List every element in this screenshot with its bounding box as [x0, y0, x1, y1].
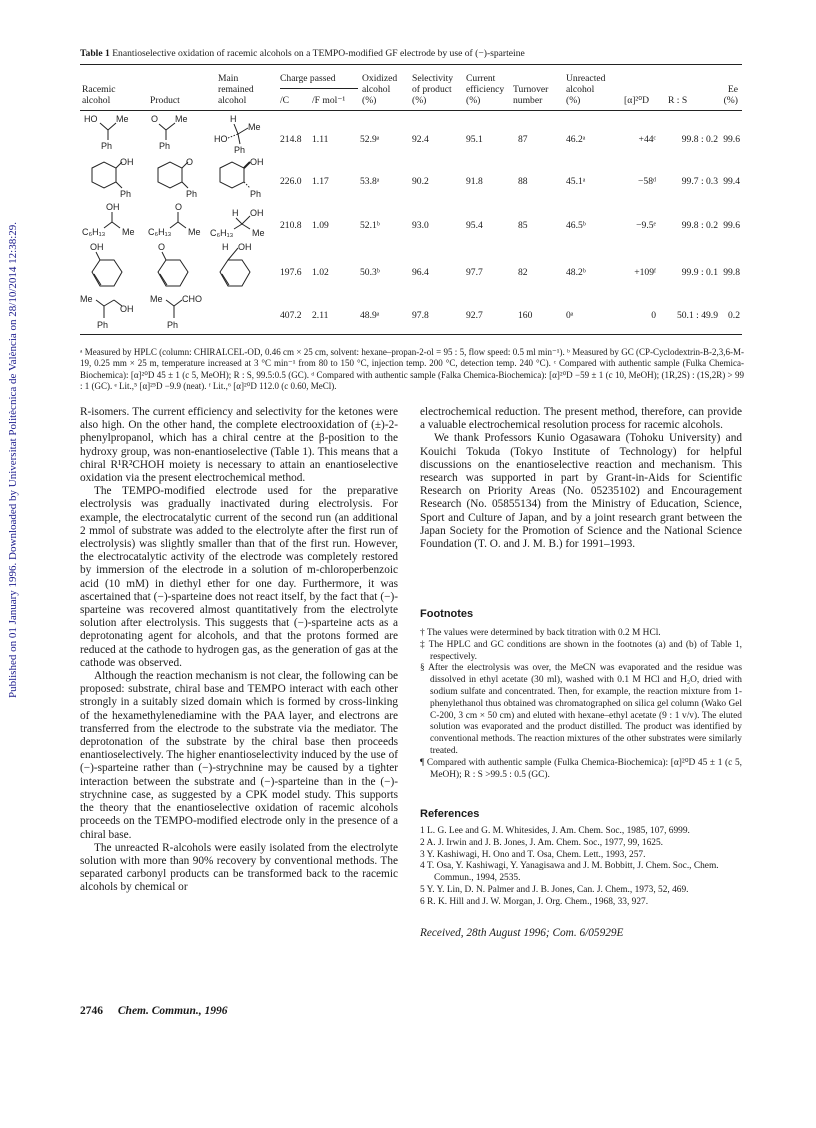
mol-label: OH — [120, 157, 134, 167]
mol-label: OH — [90, 242, 104, 252]
mol-label: Me — [188, 227, 201, 237]
paragraph: We thank Professors Kunio Ogasawara (Tohoku University) and Kouichi Tokuda (Tokyo Institute of Technology) for helpful discussions on the enantioselective reaction and mechanism. This research was supported in part by Grant-in-Aids for Scientific Research on Priority Areas (No. 05235102) and Encouragement Research (No. 05855134) from the Ministry of Education, Science, Sport and Culture of Japan, and by a joint research grant between the Japan Society for the Promotion of Science and the National Science Foundation (T. O. and J. M. B.) for 1991–1993. — [420, 432, 742, 551]
cell-current: 91.8 — [466, 176, 483, 187]
cell-charge-f: 2.11 — [312, 310, 329, 321]
mol-label: Ph — [234, 145, 246, 155]
cell-unreacted: 46.2ᵃ — [566, 134, 586, 145]
footnote: ¶ Compared with authentic sample (Fulka Chemica-Biochemica): [α]²⁰D 45 ± 1 (c 5, MeOH); R : S >99.5 : 0.5 (GC). — [420, 757, 742, 780]
mol-label: CHO — [182, 294, 202, 304]
mol-label: OH — [238, 242, 252, 252]
header-product: Product — [150, 95, 180, 106]
cell-alpha: +109ᶠ — [634, 267, 656, 278]
mol-label: OH — [106, 202, 120, 212]
cell-selectivity: 92.4 — [412, 134, 429, 145]
table-header-rule — [80, 110, 742, 111]
mol-label: Me — [150, 294, 163, 304]
mol-label: H — [232, 208, 239, 218]
cell-turnover: 85 — [518, 220, 528, 231]
mol-label: H — [222, 242, 229, 252]
mol-label: Me — [116, 114, 129, 124]
page-number: 2746 — [80, 1005, 103, 1017]
cell-selectivity: 93.0 — [412, 220, 429, 231]
paragraph: R-isomers. The current efficiency and selectivity for the ketones were also high. On the other hand, the complete electrooxidation of (±)-2-phenylpropanol, which has a chiral centre at the β-position to the hydroxy group, was non-enantioselective (Table 1). This means that a chiral R¹R²CHOH moiety is necessary to attain an enantioselective oxidation via the present electrochemical method. — [80, 406, 398, 485]
mol-label: C₆H₁₃ — [148, 227, 172, 237]
footnotes-heading: Footnotes — [420, 608, 474, 620]
structure-octan-2-one — [148, 200, 218, 245]
cell-unreacted: 48.2ᵇ — [566, 267, 586, 278]
journal-name: Chem. Commun., 1996 — [117, 1005, 228, 1017]
cell-unreacted: 0ᵃ — [566, 310, 574, 321]
header-charge: Charge passed — [280, 73, 336, 84]
structure-2-phenylcyclohexanol — [82, 156, 142, 205]
body-right-column — [420, 406, 742, 551]
table-footnotes: ᵃ Measured by HPLC (column: CHIRALCEL-OD, 0.46 cm × 25 cm, solvent: hexane–propan-2-ol = 95 : 5, flow speed: 0.5 ml min⁻¹). ᵇ Measured by GC (CP-Cyclodextrin-B-2,3,6-M-19, 0.25 mm × 25 m, temperature increased at 3 °C min⁻¹ from 80 to 150 °C, injection temp. 200 °C, detection temp. 240 °C). ᶜ Compared with authentic sample (Fulka Chemica-Biochemica): [α]²⁰D 45 ± 1 (c 5, MeOH); R : S, 99.5:0.5 (GC). ᵈ Compared with authentic sample (Falka Chemica-Biochemica): [α]²⁰D −59 ± 1 (c 10, MeOH); (1R,2S) : (1S,2R) > 99 : 1 (GC). ᵉ Lit.,⁵ [α]²⁵D −9.9 (neat). ᶠ Lit.,⁶ [α]²⁰D 112.0 (c 0.60, MeCl). — [80, 347, 744, 392]
mol-label: Ph — [159, 141, 171, 151]
mol-label: H — [230, 114, 237, 124]
header-alpha: [α]²⁰D — [624, 95, 650, 106]
cell-charge-c: 226.0 — [280, 176, 302, 187]
mol-label: C₆H₁₃ — [82, 227, 106, 237]
mol-label: OH — [120, 304, 134, 314]
cell-alpha: 0 — [651, 310, 656, 321]
references-heading: References — [420, 808, 480, 820]
download-watermark — [4, 200, 22, 720]
footnote: † The values were determined by back titration with 0.2 M HCl. — [420, 628, 661, 638]
mol-label: HO — [84, 114, 98, 124]
mol-label: Me — [248, 122, 261, 132]
paragraph: electrochemical reduction. The present method, therefore, can provide a valuable electrochemical resolution process for racemic alcohols. — [420, 406, 742, 432]
mol-label: O — [151, 114, 159, 124]
received-line: Received, 28th August 1996; Com. 6/05929E — [420, 927, 624, 939]
reference: 1 L. G. Lee and G. M. Whitesides, J. Am. Chem. Soc., 1985, 107, 6999. — [420, 826, 690, 836]
table-caption — [80, 48, 750, 59]
mol-label: O — [186, 157, 194, 167]
cell-unreacted: 45.1ᵃ — [566, 176, 586, 187]
charge-rule — [280, 88, 358, 89]
header-main: Main remained alcohol — [218, 73, 254, 106]
cell-current: 95.4 — [466, 220, 483, 231]
header-turnover: Turnover number — [513, 84, 549, 106]
structure-r-cyclohexenol — [210, 240, 270, 303]
cell-ee: 99.6 — [723, 134, 740, 145]
cell-ee: 99.6 — [723, 220, 740, 231]
footnote: § After the electrolysis was over, the MeCN was evaporated and the residue was dissolved in ethyl acetate (30 ml), washed with 0.1 M HCl and H₂O, dried with sodium sulfate and concentrated. Then, for example, the reaction mixture from 1-phenylethanol thus obtained was chromatographed on silica gel column (Wako Gel C-200, 3 cm × 50 cm) and eluted with hexane–ethyl acetate (9 : 1 v/v). The eluted solution was evaporated and the product distilled. The product was identified by conventional methods. The reaction mixtures of the other substrates were similarly treated. — [420, 663, 742, 756]
cell-charge-f: 1.17 — [312, 176, 329, 187]
structure-1-phenylethanol — [82, 112, 142, 157]
cell-turnover: 160 — [518, 310, 533, 321]
cell-charge-c: 210.8 — [280, 220, 302, 231]
header-selectivity: Selectivity of product (%) — [412, 73, 454, 106]
mol-label: O — [158, 242, 166, 252]
page-footer — [80, 1005, 227, 1017]
cell-oxidized: 48.9ᵃ — [360, 310, 380, 321]
footnote: ‡ The HPLC and GC conditions are shown in the footnotes (a) and (b) of Table 1, respectively. — [420, 639, 742, 662]
header-charge-f: /F mol⁻¹ — [312, 95, 346, 106]
paragraph: Although the reaction mechanism is not clear, the following can be proposed: substrate, chiral base and TEMPO interact with each other strongly in a suitably sized domain which is formed by cross-linking of the hexamethylenediamine with the PAA layer, and electrons are transferred from the electrode to the substrate via the mediator. The deprotonation of the substrate by the chiral base then proceeds enantioselectively. The higher enantioselectivity induced by the use of (−)-sparteine rather than (−)-strychnine may be caused by a tighter interaction between the substrate and (−)-sparteine than in the (−)-strychnine case, as suggested by a CPK model study. This supports the theory that the enantioselective oxidation of racemic alcohols proceeds on the TEMPO-modified electrode only in the presence of a chiral base. — [80, 670, 398, 841]
watermark-text: Published on 01 January 1996. Downloaded by Universitat Politècnica de València on 28/10/2014 12:38:29. — [7, 221, 19, 699]
table-label: Table 1 — [80, 48, 110, 59]
mol-label: Ph — [120, 189, 132, 199]
cell-charge-f: 1.02 — [312, 267, 329, 278]
structure-2-phenylpropanol — [80, 290, 150, 339]
mol-label: OH — [250, 208, 264, 218]
reference: 4 T. Osa, Y. Kashiwagi, Y. Yanagisawa and J. M. Bobbitt, J. Chem. Soc., Chem. Commun., 1994, 2535. — [420, 861, 719, 884]
structure-r-1-phenylethanol — [210, 112, 270, 161]
reference: 3 Y. Kashiwagi, H. Ono and T. Osa, Chem. Lett., 1993, 257. — [420, 849, 646, 860]
reference: 5 Y. Y. Lin, D. N. Palmer and J. B. Jones, Can. J. Chem., 1973, 52, 469. — [420, 884, 689, 895]
mol-label: Me — [252, 228, 265, 238]
mol-label: Me — [80, 294, 93, 304]
paragraph: The TEMPO-modified electrode used for the preparative electrolysis was gradually inactivated during electrolysis. For example, the electrocatalytic current of the second run (an additional 2 mmol of substrate was added to the electrolyte after the first run of electrolysis) was slightly smaller than that of the first run. However, the electrocatalytic activity of the electrode was completely restored by immersion of the electrode in a solution of m-chloroperbenzoic acid (10 mM) in diethyl ether for one day. Furthermore, it was ascertained that (−)-sparteine does not react itself, by the fact that (−)-sparteine was recovered almost quantitatively from the electrolyte solution after electrolysis. This suggests that (−)-sparteine acts as a deprotonating agent for alcohols, and that the protons formed are reduced at the cathode to hydrogen gas, as the generation of gas at the cathode was observed. — [80, 485, 398, 669]
mol-label: Me — [122, 227, 135, 237]
cell-current: 92.7 — [466, 310, 483, 321]
cell-turnover: 88 — [518, 176, 528, 187]
cell-ee: 0.2 — [728, 310, 740, 321]
paragraph: The unreacted R-alcohols were easily isolated from the electrolyte solution with more than 90% recovery by conventional methods. The separated carbonyl products can be transformed back to the racemic alcohols by chemical or — [80, 841, 398, 894]
mol-label: Ph — [186, 189, 198, 199]
cell-charge-c: 197.6 — [280, 267, 302, 278]
table-top-rule — [80, 64, 742, 65]
structure-2-phenylcyclohexanone — [148, 156, 208, 205]
cell-current: 97.7 — [466, 267, 483, 278]
cell-ee: 99.4 — [723, 176, 740, 187]
cell-rs: 50.1 : 49.9 — [676, 310, 718, 321]
cell-charge-f: 1.09 — [312, 220, 329, 231]
cell-charge-f: 1.11 — [312, 134, 329, 145]
cell-charge-c: 407.2 — [280, 310, 302, 321]
structure-r-octan-2-ol — [210, 200, 280, 245]
table-bottom-rule — [80, 334, 742, 335]
header-racemic: Racemic alcohol — [82, 84, 116, 106]
references-list — [420, 826, 750, 909]
cell-oxidized: 52.9ᵃ — [360, 134, 380, 145]
footnotes-list — [420, 628, 742, 781]
structure-remained-2-phenylcyclohexanol — [210, 156, 270, 205]
body-left-column — [80, 406, 398, 895]
structure-octan-2-ol — [82, 200, 152, 245]
header-rs: R : S — [668, 95, 688, 106]
header-current: Current efficiency (%) — [466, 73, 505, 106]
header-ee: Ee (%) — [723, 84, 738, 106]
mol-label: Ph — [101, 141, 113, 151]
cell-unreacted: 46.5ᵇ — [566, 220, 586, 231]
mol-label: Me — [175, 114, 188, 124]
cell-oxidized: 50.3ᵇ — [360, 267, 380, 278]
mol-label: Ph — [97, 320, 109, 330]
header-oxidized: Oxidized alcohol (%) — [362, 73, 398, 106]
cell-rs: 99.8 : 0.2 — [681, 220, 718, 231]
mol-label: HO — [214, 134, 228, 144]
mol-label: Ph — [167, 320, 179, 330]
cell-current: 95.1 — [466, 134, 483, 145]
cell-alpha: −9.5ᵉ — [636, 220, 656, 231]
cell-turnover: 87 — [518, 134, 528, 145]
cell-turnover: 82 — [518, 267, 528, 278]
header-charge-c: /C — [280, 95, 290, 106]
cell-rs: 99.9 : 0.1 — [681, 267, 718, 278]
cell-oxidized: 53.8ᵃ — [360, 176, 380, 187]
cell-alpha: +44ᶜ — [638, 134, 656, 145]
mol-label: C₆H₁₃ — [210, 228, 234, 238]
cell-ee: 99.8 — [723, 267, 740, 278]
reference: 2 A. J. Irwin and J. B. Jones, J. Am. Chem. Soc., 1977, 99, 1625. — [420, 837, 663, 848]
cell-oxidized: 52.1ᵇ — [360, 220, 380, 231]
cell-alpha: −58ᵈ — [638, 176, 656, 187]
cell-rs: 99.7 : 0.3 — [681, 176, 718, 187]
header-unreacted: Unreacted alcohol (%) — [566, 73, 606, 106]
structure-2-phenylpropanal — [146, 290, 216, 339]
mol-label: Ph — [250, 189, 262, 199]
structure-acetophenone — [148, 112, 208, 157]
reference: 6 R. K. Hill and J. W. Morgan, J. Org. Chem., 1968, 33, 927. — [420, 896, 649, 907]
cell-selectivity: 90.2 — [412, 176, 429, 187]
mol-label: OH — [250, 157, 264, 167]
cell-selectivity: 96.4 — [412, 267, 429, 278]
cell-charge-c: 214.8 — [280, 134, 302, 145]
cell-rs: 99.8 : 0.2 — [681, 134, 718, 145]
mol-label: O — [175, 202, 183, 212]
table-title: Enantioselective oxidation of racemic alcohols on a TEMPO-modified GF electrode by use of (−)-sparteine — [112, 48, 525, 59]
cell-selectivity: 97.8 — [412, 310, 429, 321]
